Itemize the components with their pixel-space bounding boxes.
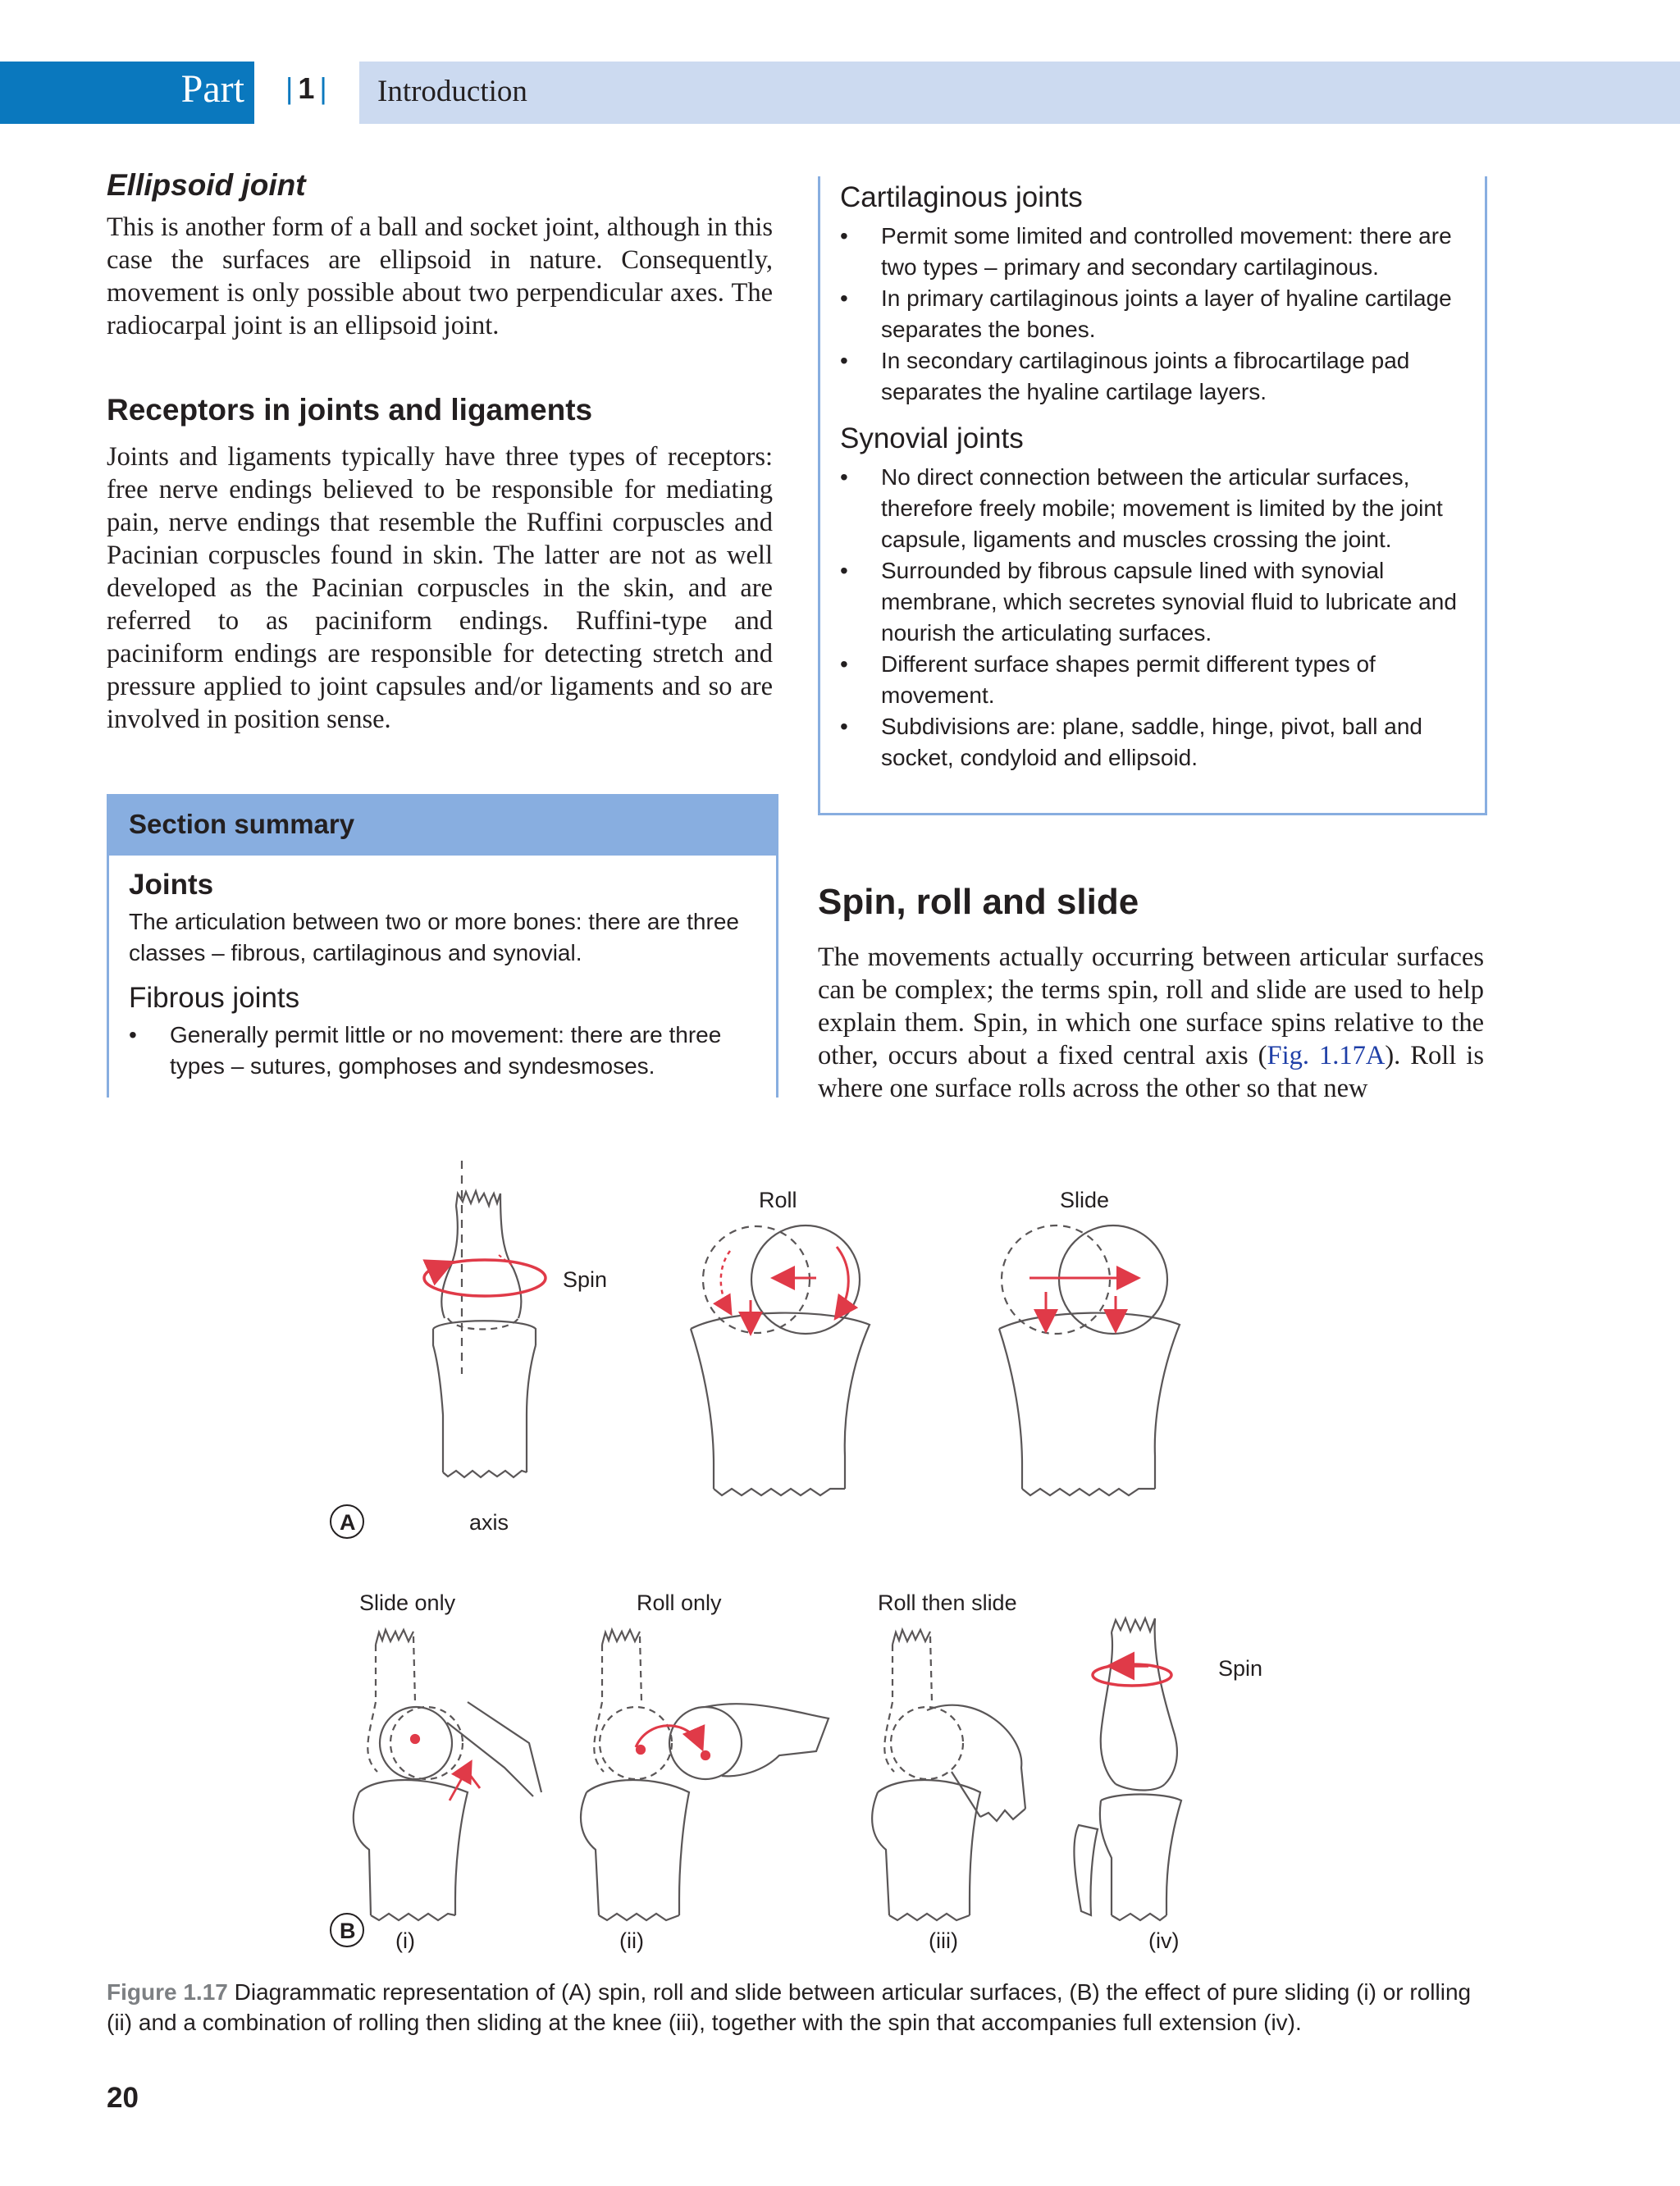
section-summary-continued xyxy=(818,176,1487,815)
section-summary-box xyxy=(107,794,778,1098)
numeral-iv: (iv) xyxy=(1148,1928,1180,1953)
joints-heading: Joints xyxy=(129,869,214,901)
knee-roll-then-slide xyxy=(872,1630,1025,1920)
knee-slide-only xyxy=(354,1630,541,1920)
list-item: • Generally permit little or no movement: there are three types – sutures, gomphoses and syndesmoses. xyxy=(129,1022,722,1079)
spin-paragraph: The movements actually occurring between articular surfaces can be complex; the terms spin, roll and slide are used to help explain them. Spin, in which one surface spins relative to the other, occurs about a fixed central axis (Fig. 1.17A). Roll is where one surface rolls across the other so that new xyxy=(818,942,1484,1103)
joints-text: The articulation between two or more bones: there are three classes – fibrous, cartilaginous and synovial. xyxy=(129,909,739,965)
receptors-heading: Receptors in joints and ligaments xyxy=(107,393,593,427)
slide-only-label: Slide only xyxy=(359,1590,456,1615)
figure-caption xyxy=(107,1977,1485,2038)
figure-number: Figure 1.17 xyxy=(107,1979,228,2005)
receptors-paragraph: Joints and ligaments typically have three types of receptors: free nerve endings believed to be responsible for mediating pain, nerve endings that resemble the Ruffini corpuscles and Pacinian corpuscles found in skin. The latter are not as well developed as the Pacinian corpuscles in the skin, and are referred to as paciniform endings. Ruffini-type and paciniform endings are responsible for detecting stretch and pressure applied to joint capsules and/or ligaments and so are involved in position sense. xyxy=(107,442,773,734)
cartilaginous-list xyxy=(840,221,1465,408)
figure-link[interactable]: Fig. 1.17A xyxy=(1267,1041,1386,1070)
list-item: • In secondary cartilaginous joints a fibrocartilage pad separates the hyaline cartilage layers. xyxy=(840,348,1410,404)
ellipsoid-paragraph: This is another form of a ball and socket joint, although in this case the surfaces are ellipsoid in nature. Consequently, movement is only possible about two perpendicular axes. The radiocarpal joint is an ellipsoid joint. xyxy=(107,212,773,340)
roll-label: Roll xyxy=(759,1188,797,1212)
list-item: • Surrounded by fibrous capsule lined with synovial membrane, which secretes synovial fluid to lubricate and nourish the articulating surfaces. xyxy=(840,558,1457,646)
list-item: • Different surface shapes permit different types of movement. xyxy=(840,651,1376,708)
chapter-number-value: 1 xyxy=(298,71,315,105)
caption-text: Diagrammatic representation of (A) spin, roll and slide between articular surfaces, (B) the effect of pure sliding (i) or rolling (ii) and a combination of rolling then sliding at the knee (iii), together with the spin that accompanies full extension (iv). xyxy=(107,1979,1472,2035)
cartilaginous-heading: Cartilaginous joints xyxy=(840,181,1083,213)
knee-spin xyxy=(1074,1618,1181,1920)
spin-diagram xyxy=(424,1161,546,1477)
fibrous-heading: Fibrous joints xyxy=(129,982,300,1014)
list-item: • No direct connection between the articular surfaces, therefore freely mobile; movement is limited by the joint capsule, ligaments and muscles crossing the joint. xyxy=(840,464,1443,552)
left-column xyxy=(107,168,773,736)
page-number: 20 xyxy=(107,2082,139,2114)
spin-roll-slide-heading: Spin, roll and slide xyxy=(818,882,1139,922)
knee-roll-only xyxy=(581,1630,829,1920)
numeral-iii: (iii) xyxy=(929,1928,958,1953)
section-summary-header xyxy=(109,794,776,856)
list-item: • Subdivisions are: plane, saddle, hinge, pivot, ball and socket, condyloid and ellipsoid. xyxy=(840,714,1422,770)
numeral-ii: (ii) xyxy=(619,1928,644,1953)
running-header xyxy=(0,62,1680,124)
synovial-heading: Synovial joints xyxy=(840,422,1024,454)
spin-label-b: Spin xyxy=(1218,1656,1263,1681)
ellipsoid-heading: Ellipsoid joint xyxy=(107,168,306,202)
numeral-i: (i) xyxy=(395,1928,415,1953)
roll-then-slide-label: Roll then slide xyxy=(878,1590,1017,1615)
badge-b: B xyxy=(340,1919,356,1943)
chapter-title: Introduction xyxy=(377,75,527,108)
list-item: • Permit some limited and controlled movement: there are two types – primary and secondary cartilaginous. xyxy=(840,223,1452,280)
right-column xyxy=(818,882,1484,1105)
slide-diagram xyxy=(999,1225,1180,1495)
spin-label-a: Spin xyxy=(563,1267,608,1292)
list-item: • In primary cartilaginous joints a layer of hyaline cartilage separates the bones. xyxy=(840,285,1452,342)
figure-1-17 xyxy=(304,1144,1329,1973)
part-tab xyxy=(0,62,254,124)
chapter-title-bar xyxy=(359,62,1680,124)
part-label: Part xyxy=(180,67,244,111)
figure-drawing xyxy=(304,1144,1329,1973)
fibrous-list xyxy=(129,1020,756,1082)
slide-label: Slide xyxy=(1060,1188,1110,1212)
chapter-number: | 1 | xyxy=(285,71,327,105)
roll-only-label: Roll only xyxy=(637,1590,722,1615)
badge-a: A xyxy=(340,1510,356,1535)
axis-label: axis xyxy=(469,1510,509,1535)
section-summary-title: Section summary xyxy=(129,809,355,839)
synovial-list xyxy=(840,462,1465,774)
roll-diagram xyxy=(691,1225,870,1495)
